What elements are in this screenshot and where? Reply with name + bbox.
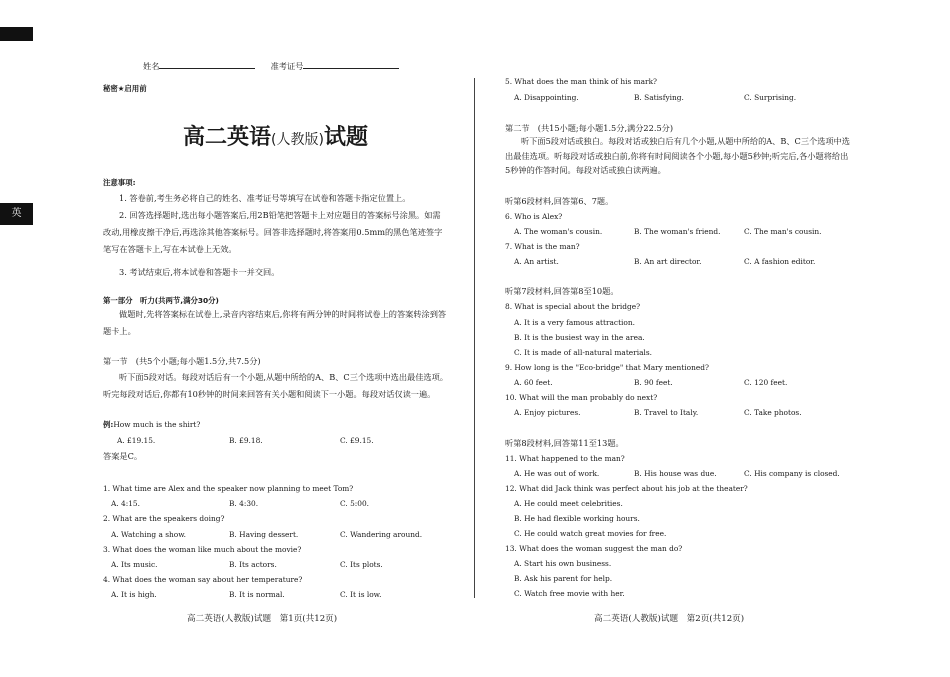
question-3: 3. What does the woman like much about the movie? (103, 545, 302, 554)
question-13: 13. What does the woman suggest the man do? (505, 544, 683, 553)
subject-side-tab: 英 (0, 203, 33, 225)
group-7-heading: 听第7段材料,回答第8至10题。 (505, 286, 619, 296)
page-title: 高二英语(人教版)试题 (183, 125, 368, 150)
option: C. 5:00. (340, 499, 370, 508)
option: C. It is low. (340, 590, 382, 599)
option: C. Surprising. (744, 93, 797, 102)
question-11: 11. What happened to the man? (505, 454, 625, 463)
question-1: 1. What time are Alex and the speaker now planning to meet Tom? (103, 484, 354, 493)
column-divider (474, 78, 475, 598)
page-footer-left: 高二英语(人教版)试题 第1页(共12页) (187, 614, 338, 624)
part1-desc: 做题时,先将答案标在试卷上,录音内容结束后,你将有两分钟的时间将试卷上的答案转涂到答题卡上。 (103, 309, 447, 336)
option: B. An art director. (634, 257, 702, 266)
option: A. 60 feet. (514, 378, 553, 387)
option: C. Wandering around. (340, 530, 423, 539)
option: A. The woman's cousin. (514, 227, 603, 236)
option: B. It is normal. (229, 590, 285, 599)
option: C. Take photos. (744, 408, 802, 417)
option: A. 4:15. (111, 499, 140, 508)
id-label: 准考证号 (270, 61, 304, 71)
notice-2: 2. 回答选择题时,选出每小题答案后,用2B铅笔把答题卡上对应题目的答案标号涂黑。如需改动,用橡皮擦干净后,再选涂其他答案标号。回答非选择题时,将答案用0.5mm的黑色笔迹签字笔写在答题卡上,写在本试卷上无效。 (103, 210, 443, 254)
option: B. The woman's friend. (634, 227, 721, 236)
option: C. 120 feet. (744, 378, 788, 387)
option: B. Ask his parent for help. (514, 574, 613, 583)
example-option: C. £9.15. (340, 436, 374, 445)
option: C. He could watch great movies for free. (514, 529, 667, 538)
question-5: 5. What does the man think of his mark? (505, 77, 658, 86)
section1-desc: 听下面5段对话。每段对话后有一个小题,从题中所给的A、B、C三个选项中选出最佳选项。听完每段对话后,你都有10秒钟的时间来回答有关小题和阅读下一小题。每段对话仅读一遍。 (103, 372, 448, 399)
option: A. Watching a show. (111, 530, 187, 539)
option: B. Travel to Italy. (634, 408, 699, 417)
name-blank (159, 60, 255, 69)
example-answer: 答案是C。 (103, 451, 143, 461)
option: A. Start his own business. (514, 559, 612, 568)
option: B. His house was due. (634, 469, 717, 478)
option: C. His company is closed. (744, 469, 840, 478)
question-9: 9. How long is the "Eco-bridge" that Mary mentioned? (505, 363, 709, 372)
question-4: 4. What does the woman say about her temperature? (103, 575, 303, 584)
option: C. A fashion editor. (744, 257, 816, 266)
example-option: B. £9.18. (229, 436, 263, 445)
option: A. It is high. (111, 590, 157, 599)
id-blank (303, 60, 399, 69)
corner-tab (0, 27, 33, 41)
option: B. He had flexible working hours. (514, 514, 640, 523)
option: B. Its actors. (229, 560, 277, 569)
example-question: 例:How much is the shirt? (103, 420, 201, 429)
option: C. The man's cousin. (744, 227, 822, 236)
option: A. He was out of work. (514, 469, 600, 478)
section2-desc: 听下面5段对话或独白。每段对话或独白后有几个小题,从题中所给的A、B、C三个选项中选出最佳选项。听每段对话或独白前,你将有时间阅读各个小题,每小题5秒钟;听完后,各小题将给出5秒钟的作答时间。每段对话或独白读两遍。 (505, 136, 850, 175)
option: B. 90 feet. (634, 378, 673, 387)
option: C. Watch free movie with her. (514, 589, 625, 598)
notice-3: 3. 考试结束后,将本试卷和答题卡一并交回。 (119, 267, 280, 277)
question-8: 8. What is special about the bridge? (505, 302, 641, 311)
option: A. It is a very famous attraction. (514, 318, 635, 327)
option: B. Satisfying. (634, 93, 684, 102)
notice-heading: 注意事项: (103, 178, 136, 187)
part1-heading: 第一部分 听力(共两节,满分30分) (103, 296, 219, 305)
option: A. Its music. (111, 560, 158, 569)
example-option: A. £19.15. (117, 436, 156, 445)
section1-heading: 第一节 (共5个小题;每小题1.5分,共7.5分) (103, 356, 261, 366)
question-6: 6. Who is Alex? (505, 212, 563, 221)
notice-1: 1. 答卷前,考生务必将自己的姓名、准考证号等填写在试卷和答题卡指定位置上。 (119, 193, 411, 203)
page-footer-right: 高二英语(人教版)试题 第2页(共12页) (594, 614, 745, 624)
option: A. Enjoy pictures. (514, 408, 581, 417)
group-6-heading: 听第6段材料,回答第6、7题。 (505, 196, 614, 206)
option: A. An artist. (514, 257, 559, 266)
option: B. Having dessert. (229, 530, 299, 539)
name-label: 姓名 (143, 61, 160, 71)
option: B. It is the busiest way in the area. (514, 333, 645, 342)
option: C. Its plots. (340, 560, 383, 569)
group-8-heading: 听第8段材料,回答第11至13题。 (505, 438, 624, 448)
option: A. He could meet celebrities. (514, 499, 623, 508)
name-field (143, 60, 399, 72)
question-2: 2. What are the speakers doing? (103, 514, 225, 523)
option: A. Disappointing. (514, 93, 579, 102)
secret-mark: 秘密★启用前 (103, 84, 147, 93)
question-10: 10. What will the man probably do next? (505, 393, 658, 402)
question-12: 12. What did Jack think was perfect about his job at the theater? (505, 484, 748, 493)
option: C. It is made of all-natural materials. (514, 348, 652, 357)
option: B. 4:30. (229, 499, 259, 508)
section2-heading: 第二节 (共15小题;每小题1.5分,满分22.5分) (505, 123, 674, 133)
question-7: 7. What is the man? (505, 242, 580, 251)
